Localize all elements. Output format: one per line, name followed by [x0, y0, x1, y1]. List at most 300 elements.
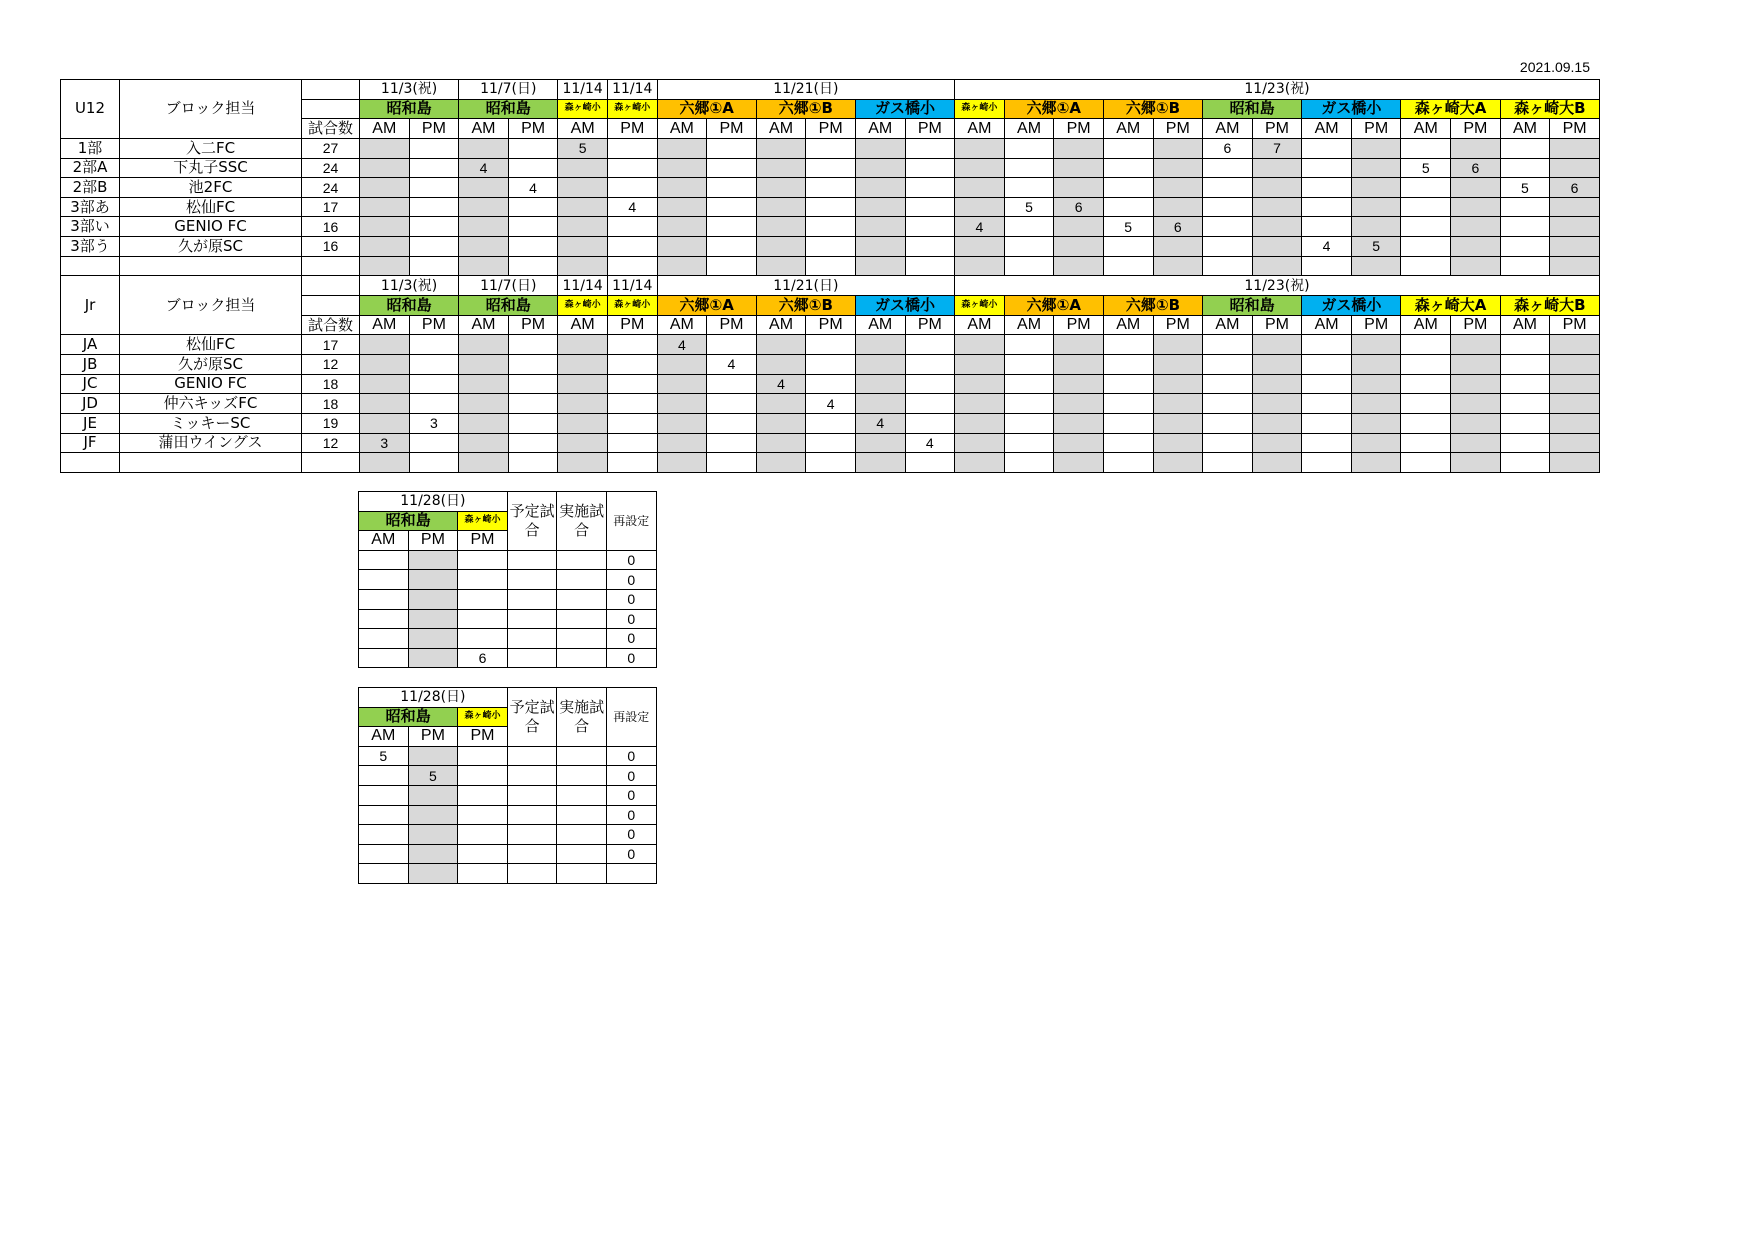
slot-cell — [756, 217, 806, 237]
slot-header: AM — [855, 315, 905, 335]
slot-cell — [855, 178, 905, 198]
venue-header: 昭和島 — [1203, 296, 1302, 316]
makeup-row — [359, 589, 657, 609]
reset-cell — [606, 864, 656, 884]
venue-header: 昭和島 — [1203, 99, 1302, 119]
slot-cell — [607, 354, 657, 374]
blank-cell — [302, 80, 360, 100]
slot-cell — [657, 453, 707, 473]
slot-cell — [1103, 374, 1153, 394]
slot-cell — [1203, 394, 1253, 414]
slot-header: AM — [955, 315, 1005, 335]
slot-cell — [508, 453, 558, 473]
team-row — [61, 178, 1600, 198]
slot-header: AM — [756, 315, 806, 335]
slot-cell — [557, 609, 607, 629]
slot-cell — [1451, 178, 1501, 198]
slot-cell — [508, 256, 558, 276]
slot-cell — [707, 413, 757, 433]
slot-header: AM — [1203, 119, 1253, 139]
slot-header: AM — [657, 119, 707, 139]
slot-cell — [657, 178, 707, 198]
slot-cell — [1153, 354, 1203, 374]
slot-cell — [1054, 256, 1104, 276]
venue-header: 六郷①B — [1103, 99, 1202, 119]
slot-cell — [1401, 394, 1451, 414]
slot-cell — [1004, 178, 1054, 198]
slot-header: PM — [607, 315, 657, 335]
slot-cell — [855, 217, 905, 237]
slot-cell — [1550, 354, 1600, 374]
slot-cell — [1550, 217, 1600, 237]
venue-header: 六郷①A — [657, 99, 756, 119]
slot-header: PM — [1054, 119, 1104, 139]
slot-header: AM — [1302, 119, 1352, 139]
slot-cell — [707, 335, 757, 355]
slot-cell: 6 — [1153, 217, 1203, 237]
slot-cell — [607, 413, 657, 433]
slot-cell — [507, 629, 557, 649]
slot-cell — [1401, 433, 1451, 453]
venue-header: 昭和島 — [459, 99, 558, 119]
slot-cell — [558, 217, 608, 237]
makeup-row — [359, 785, 657, 805]
slot-cell — [1451, 413, 1501, 433]
slot-cell — [806, 256, 856, 276]
slot-cell — [1103, 413, 1153, 433]
makeup-row — [359, 550, 657, 570]
slot-cell — [955, 413, 1005, 433]
slot-cell — [855, 138, 905, 158]
slot-cell — [1302, 158, 1352, 178]
slot-cell — [408, 648, 458, 668]
team-cell: ミッキーSC — [120, 413, 302, 433]
slot-cell — [1004, 217, 1054, 237]
slot-cell — [1153, 453, 1203, 473]
match-count-cell: 12 — [302, 433, 360, 453]
empty-cell — [120, 256, 302, 276]
slot-cell — [409, 394, 459, 414]
slot-cell — [507, 648, 557, 668]
slot-cell — [607, 335, 657, 355]
date-header: 11/21(日) — [657, 276, 955, 296]
slot-cell — [1451, 197, 1501, 217]
slot-cell — [1550, 256, 1600, 276]
slot-cell — [508, 158, 558, 178]
match-count-cell: 27 — [302, 138, 360, 158]
slot-cell — [557, 785, 607, 805]
slot-cell — [409, 197, 459, 217]
makeup-table-2 — [358, 687, 657, 884]
slot-cell — [558, 433, 608, 453]
slot-cell — [1351, 433, 1401, 453]
slot-cell — [558, 354, 608, 374]
makeup-row — [359, 648, 657, 668]
slot-header: PM — [1054, 315, 1104, 335]
reset-cell: 0 — [606, 785, 656, 805]
slot-cell — [1550, 433, 1600, 453]
slot-cell — [1351, 374, 1401, 394]
slot-cell — [508, 433, 558, 453]
venue-header: ガス橋小 — [855, 296, 954, 316]
empty-row — [61, 453, 1600, 473]
makeup-table-1 — [358, 491, 657, 668]
slot-cell — [459, 413, 509, 433]
slot-cell — [1500, 138, 1550, 158]
slot-cell — [806, 237, 856, 257]
slot-cell — [1351, 394, 1401, 414]
slot-cell — [359, 589, 409, 609]
slot-cell — [459, 237, 509, 257]
section-label: Jr — [61, 276, 120, 335]
slot-header: PM — [1252, 315, 1302, 335]
slot-cell — [1401, 217, 1451, 237]
slot-cell — [1203, 217, 1253, 237]
slot-cell — [905, 138, 955, 158]
slot-cell — [905, 335, 955, 355]
slot-cell — [1451, 256, 1501, 276]
team-row — [61, 197, 1600, 217]
slot-cell — [359, 864, 409, 884]
slot-header: AM — [360, 315, 410, 335]
slot-cell — [360, 394, 410, 414]
slot-cell — [1550, 158, 1600, 178]
slot-cell — [756, 394, 806, 414]
slot-cell — [557, 550, 607, 570]
slot-cell — [756, 453, 806, 473]
slot-cell — [408, 746, 458, 766]
slot-cell — [508, 354, 558, 374]
slot-cell — [855, 394, 905, 414]
slot-cell — [1351, 217, 1401, 237]
slot-cell — [1004, 374, 1054, 394]
blank-cell — [302, 99, 360, 119]
slot-cell: 4 — [607, 197, 657, 217]
slot-cell — [1302, 138, 1352, 158]
venue-header: 六郷①B — [756, 99, 855, 119]
slot-cell — [707, 138, 757, 158]
team-cell: GENIO FC — [120, 374, 302, 394]
slot-cell — [1451, 237, 1501, 257]
slot-cell — [905, 217, 955, 237]
venue-header: 六郷①B — [1103, 296, 1202, 316]
slot-cell — [1550, 374, 1600, 394]
slot-cell — [1351, 256, 1401, 276]
slot-cell — [1500, 433, 1550, 453]
makeup-row — [359, 766, 657, 786]
slot-cell — [707, 237, 757, 257]
slot-cell — [1054, 335, 1104, 355]
slot-cell — [756, 335, 806, 355]
slot-cell — [707, 433, 757, 453]
slot-cell — [905, 256, 955, 276]
slot-cell — [1500, 453, 1550, 473]
slot-cell — [657, 158, 707, 178]
slot-cell — [1550, 394, 1600, 414]
venue-header: 森ヶ崎小 — [458, 511, 508, 531]
slot-cell — [360, 197, 410, 217]
slot-cell — [359, 550, 409, 570]
reset-cell: 0 — [606, 844, 656, 864]
slot-cell — [1153, 335, 1203, 355]
slot-header: PM — [458, 531, 508, 551]
team-row — [61, 138, 1600, 158]
slot-cell — [459, 178, 509, 198]
makeup-row — [359, 825, 657, 845]
makeup-row — [359, 844, 657, 864]
slot-cell — [905, 158, 955, 178]
slot-header: AM — [1401, 119, 1451, 139]
slot-cell — [1500, 158, 1550, 178]
date-header: 11/21(日) — [657, 80, 955, 100]
slot-cell — [1153, 413, 1203, 433]
slot-header: AM — [1103, 119, 1153, 139]
venue-header: ガス橋小 — [855, 99, 954, 119]
slot-cell — [1302, 453, 1352, 473]
count-header: 試合数 — [302, 315, 360, 335]
slot-cell: 4 — [905, 433, 955, 453]
slot-cell — [905, 237, 955, 257]
slot-cell — [657, 197, 707, 217]
date-header: 11/3(祝) — [360, 276, 459, 296]
match-count-cell: 17 — [302, 197, 360, 217]
slot-cell — [1203, 197, 1253, 217]
slot-cell — [360, 158, 410, 178]
slot-header: AM — [558, 119, 608, 139]
slot-cell — [458, 570, 508, 590]
match-count-cell: 12 — [302, 354, 360, 374]
venue-header: 六郷①B — [756, 296, 855, 316]
venue-header: ガス橋小 — [1302, 99, 1401, 119]
slot-cell — [1103, 197, 1153, 217]
slot-cell — [459, 354, 509, 374]
slot-cell — [459, 256, 509, 276]
slot-cell — [1351, 453, 1401, 473]
slot-cell — [1500, 394, 1550, 414]
date-header: 11/23(祝) — [955, 80, 1600, 100]
slot-cell — [756, 413, 806, 433]
slot-cell — [557, 629, 607, 649]
team-cell: 仲六キッズFC — [120, 394, 302, 414]
slot-cell: 4 — [657, 335, 707, 355]
empty-cell — [120, 453, 302, 473]
slot-cell — [409, 256, 459, 276]
slot-cell — [1500, 354, 1550, 374]
slot-cell — [1401, 256, 1451, 276]
slot-cell — [955, 394, 1005, 414]
slot-cell — [806, 217, 856, 237]
slot-cell — [1302, 197, 1352, 217]
slot-cell — [905, 374, 955, 394]
slot-cell — [508, 413, 558, 433]
slot-header: PM — [1252, 119, 1302, 139]
slot-cell — [1252, 433, 1302, 453]
date-header: 11/14 — [558, 80, 608, 100]
slot-cell — [756, 433, 806, 453]
slot-cell — [459, 197, 509, 217]
date-header: 11/14 — [558, 276, 608, 296]
division-cell: 2部A — [61, 158, 120, 178]
slot-cell — [707, 394, 757, 414]
slot-cell — [508, 335, 558, 355]
slot-cell — [657, 394, 707, 414]
match-count-cell: 17 — [302, 335, 360, 355]
slot-cell: 6 — [458, 648, 508, 668]
slot-cell — [507, 785, 557, 805]
venue-header: 森ヶ崎小 — [607, 99, 657, 119]
slot-cell — [1203, 237, 1253, 257]
makeup-row — [359, 629, 657, 649]
slot-cell — [359, 570, 409, 590]
slot-cell: 4 — [508, 178, 558, 198]
slot-cell — [557, 570, 607, 590]
slot-cell — [1351, 335, 1401, 355]
slot-header: PM — [707, 119, 757, 139]
slot-cell — [408, 629, 458, 649]
slot-cell — [1054, 178, 1104, 198]
slot-cell — [1153, 256, 1203, 276]
slot-cell — [409, 453, 459, 473]
slot-cell — [507, 589, 557, 609]
slot-cell — [1401, 354, 1451, 374]
slot-cell — [1153, 237, 1203, 257]
slot-cell — [557, 864, 607, 884]
slot-cell — [806, 374, 856, 394]
slot-cell — [707, 158, 757, 178]
slot-cell — [1004, 138, 1054, 158]
slot-cell — [557, 648, 607, 668]
slot-cell — [707, 178, 757, 198]
slot-cell — [558, 158, 608, 178]
slot-cell — [855, 256, 905, 276]
slot-header: AM — [1004, 119, 1054, 139]
slot-cell: 4 — [1302, 237, 1352, 257]
slot-header: AM — [955, 119, 1005, 139]
slot-cell — [459, 335, 509, 355]
slot-cell — [459, 453, 509, 473]
slot-cell: 3 — [360, 433, 410, 453]
venue-header: 昭和島 — [360, 296, 459, 316]
slot-cell — [1351, 354, 1401, 374]
slot-cell — [955, 374, 1005, 394]
slot-cell — [1401, 374, 1451, 394]
slot-cell — [607, 433, 657, 453]
slot-cell — [806, 335, 856, 355]
done-header: 実施試合 — [557, 492, 607, 551]
slot-cell — [408, 609, 458, 629]
slot-cell — [855, 197, 905, 217]
match-count-cell: 16 — [302, 237, 360, 257]
match-count-cell: 18 — [302, 394, 360, 414]
division-cell: JA — [61, 335, 120, 355]
schedule-table — [60, 79, 1600, 473]
slot-cell — [607, 237, 657, 257]
slot-cell — [1550, 197, 1600, 217]
venue-header: 六郷①A — [1004, 99, 1103, 119]
slot-cell: 6 — [1054, 197, 1104, 217]
slot-cell — [508, 237, 558, 257]
slot-cell — [756, 158, 806, 178]
slot-cell — [1203, 158, 1253, 178]
slot-header: PM — [806, 119, 856, 139]
slot-cell — [1054, 413, 1104, 433]
slot-cell — [905, 197, 955, 217]
slot-cell — [360, 335, 410, 355]
slot-header: PM — [1153, 119, 1203, 139]
team-cell: 池2FC — [120, 178, 302, 198]
slot-cell — [1103, 354, 1153, 374]
team-row — [61, 374, 1600, 394]
slot-cell — [1054, 158, 1104, 178]
slot-cell — [458, 785, 508, 805]
slot-cell — [458, 589, 508, 609]
team-row — [61, 354, 1600, 374]
slot-cell — [1004, 433, 1054, 453]
slot-cell — [409, 354, 459, 374]
slot-cell — [508, 197, 558, 217]
slot-cell — [359, 629, 409, 649]
slot-cell — [607, 256, 657, 276]
makeup-row — [359, 746, 657, 766]
slot-cell — [1103, 335, 1153, 355]
slot-cell — [1252, 413, 1302, 433]
slot-cell — [707, 256, 757, 276]
division-cell: JB — [61, 354, 120, 374]
venue-header: 森ヶ崎小 — [558, 99, 608, 119]
venue-header: 昭和島 — [359, 511, 458, 531]
empty-cell — [302, 453, 360, 473]
slot-cell — [707, 197, 757, 217]
slot-cell — [360, 354, 410, 374]
slot-cell — [409, 237, 459, 257]
slot-cell — [1302, 413, 1352, 433]
division-cell: JF — [61, 433, 120, 453]
slot-cell — [557, 844, 607, 864]
slot-cell — [409, 335, 459, 355]
slot-cell — [1203, 433, 1253, 453]
slot-cell — [1451, 394, 1501, 414]
slot-cell — [1153, 138, 1203, 158]
slot-cell — [508, 394, 558, 414]
makeup-date: 11/28(日) — [359, 492, 508, 512]
slot-cell — [507, 550, 557, 570]
slot-cell — [1203, 256, 1253, 276]
team-row — [61, 217, 1600, 237]
slot-cell — [359, 648, 409, 668]
slot-cell — [1351, 413, 1401, 433]
slot-cell: 5 — [1103, 217, 1153, 237]
slot-header: PM — [1451, 315, 1501, 335]
division-cell: 3部い — [61, 217, 120, 237]
slot-cell: 6 — [1550, 178, 1600, 198]
slot-cell — [1550, 413, 1600, 433]
slot-header: PM — [508, 119, 558, 139]
slot-cell — [955, 256, 1005, 276]
slot-cell: 4 — [707, 354, 757, 374]
slot-cell — [607, 217, 657, 237]
slot-cell — [458, 864, 508, 884]
slot-cell — [459, 138, 509, 158]
slot-cell — [657, 354, 707, 374]
slot-cell — [558, 178, 608, 198]
slot-header: PM — [458, 727, 508, 747]
venue-header: 森ヶ崎大B — [1500, 99, 1599, 119]
division-cell: 1部 — [61, 138, 120, 158]
slot-cell — [1103, 256, 1153, 276]
slot-cell — [408, 844, 458, 864]
slot-cell — [408, 589, 458, 609]
slot-cell — [1302, 178, 1352, 198]
